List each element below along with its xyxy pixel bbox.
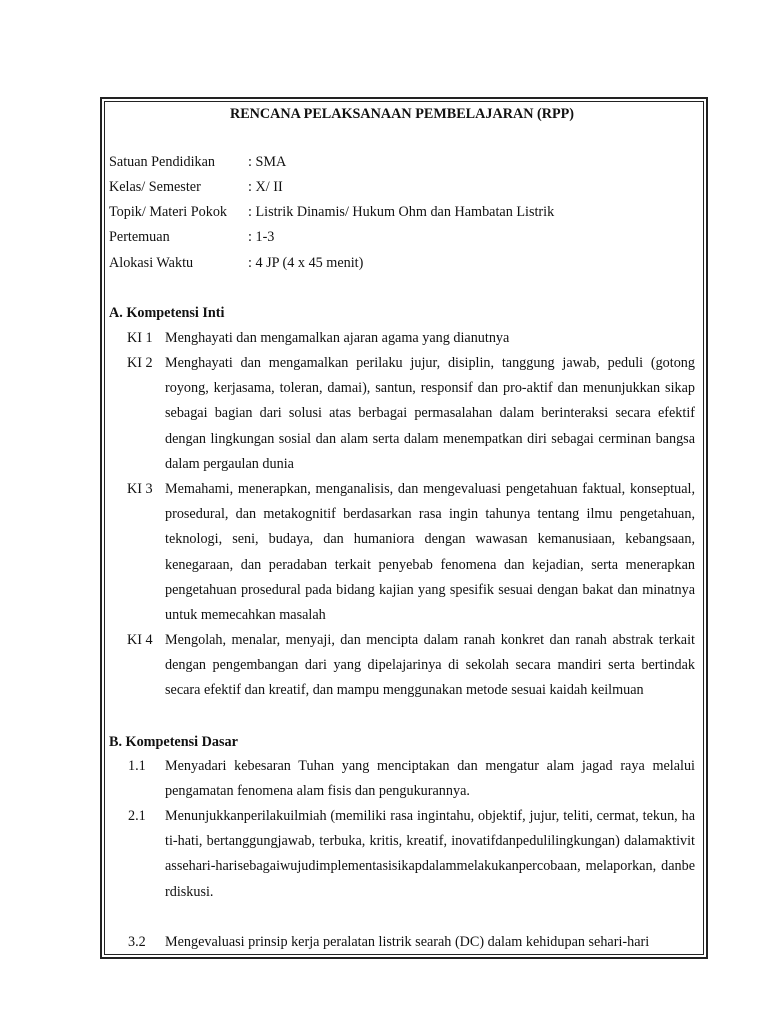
section-heading-kompetensi-inti: A. Kompetensi Inti xyxy=(109,305,225,321)
meta-label: Alokasi Waktu xyxy=(109,255,194,271)
item-code: KI 4 xyxy=(127,632,153,648)
meta-value: : 4 JP (4 x 45 menit) xyxy=(248,255,364,271)
meta-label: Topik/ Materi Pokok xyxy=(109,204,228,220)
item-code: KI 2 xyxy=(127,355,153,371)
item-text: Menghayati dan mengamalkan ajaran agama yang dianutnya xyxy=(165,330,510,346)
meta-value: : SMA xyxy=(248,154,287,170)
section-heading-kompetensi-dasar: B. Kompetensi Dasar xyxy=(109,734,238,750)
item-text: Mengolah, menalar, menyaji, dan mencipta dalam ranah konkret dan ranah abstrak terkait dengan pengembangan dari yang dipelajarinya di sekolah secara mandiri serta bertindak secara efektif dan kreatif, dan mampu menggunakan metode sesuai kaidah keilmuan xyxy=(165,632,695,699)
meta-value: : X/ II xyxy=(248,179,283,195)
item-code: KI 3 xyxy=(127,481,153,497)
meta-label: Satuan Pendidikan xyxy=(109,154,215,170)
item-text: Mengevaluasi prinsip kerja peralatan listrik searah (DC) dalam kehidupan sehari-hari xyxy=(165,934,650,950)
item-code: KI 1 xyxy=(127,330,153,346)
document-title: RENCANA PELAKSANAAN PEMBELAJARAN (RPP) xyxy=(229,106,575,122)
item-code: 3.2 xyxy=(128,934,146,950)
item-text: Memahami, menerapkan, menganalisis, dan mengevaluasi pengetahuan faktual, konseptual, prosedural, dan metakognitif berdasarkan rasa ingin tahunya tentang ilmu pengetahuan, teknologi, seni, budaya, dan humaniora dengan wawasan kemanusiaan, kebangsaan, kenegaraan, dan peradaban terkait penyebab fenomena dan kejadian, serta menerapkan pengetahuan prosedural pada bidang kajian yang spesifik sesuai dengan bakat dan minatnya untuk memecahkan masalah xyxy=(165,481,695,624)
meta-value: : Listrik Dinamis/ Hukum Ohm dan Hambatan Listrik xyxy=(248,204,555,220)
item-code: 1.1 xyxy=(128,758,146,774)
item-code: 2.1 xyxy=(128,808,146,824)
item-text: Menunjukkanperilakuilmiah (memiliki rasa ingintahu, objektif, jujur, teliti, cermat, tekun, hati-hati, bertanggungjawab, terbuka, kritis, kreatif, inovatifdanpedulilingkungan) dalamaktivitassehari-harisebagaiwujudimplementasisikapdalammelakukanpercobaan, melaporkan, danberdiskusi. xyxy=(165,808,695,900)
item-text: Menyadari kebesaran Tuhan yang menciptakan dan mengatur alam jagad raya melalui pengamatan fenomena alam fisis dan pengukurannya. xyxy=(165,758,695,800)
meta-label: Pertemuan xyxy=(109,229,170,245)
meta-label: Kelas/ Semester xyxy=(109,179,201,195)
item-text: Menghayati dan mengamalkan perilaku jujur, disiplin, tanggung jawab, peduli (gotong royong, kerjasama, toleran, damai), santun, responsif dan pro-aktif dan menunjukkan sikap sebagai bagian dari solusi atas berbagai permasalahan dalam berinteraksi secara efektif dengan lingkungan sosial dan alam serta dalam menempatkan diri sebagai cerminan bangsa dalam pergaulan dunia xyxy=(165,355,695,472)
meta-value: : 1-3 xyxy=(248,229,275,245)
